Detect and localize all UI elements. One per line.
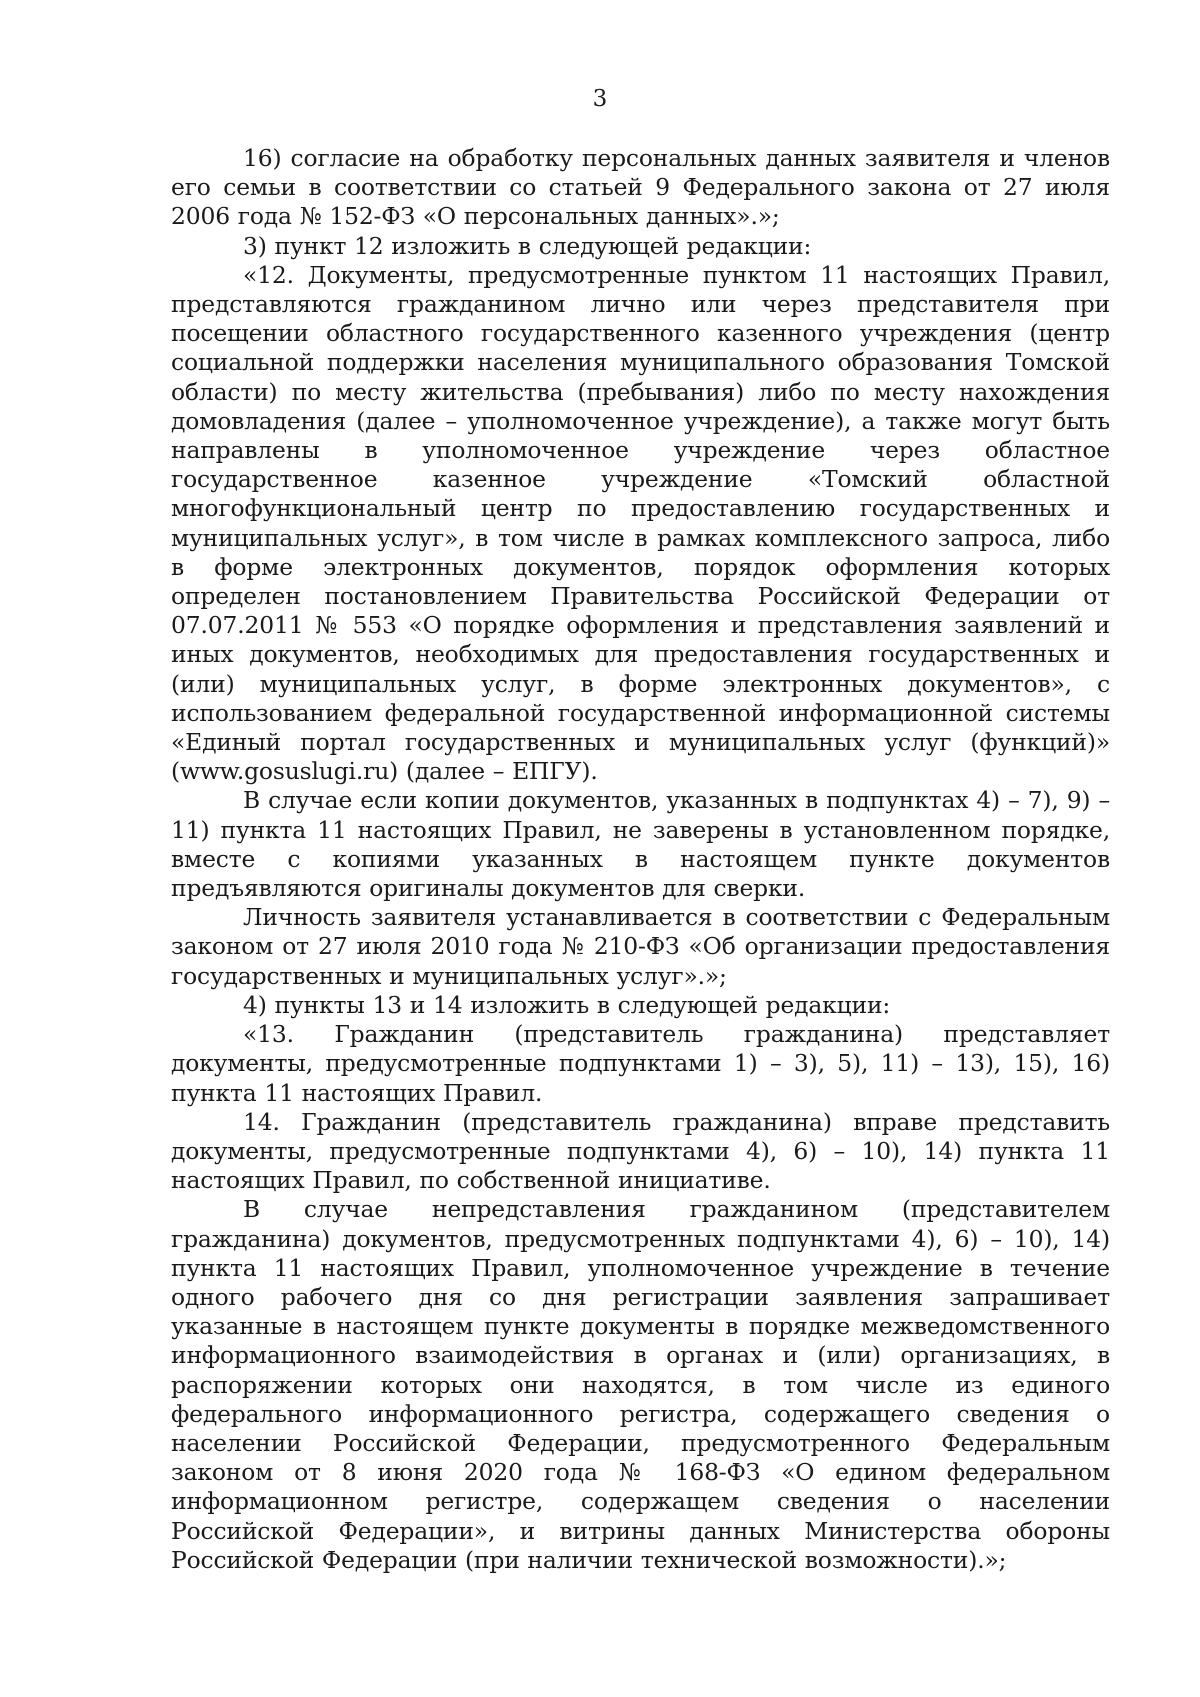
paragraph-non-submission: В случае непредставления гражданином (представителем гражданина) документов, предусмотренных подпунктами 4), 6) – 10), 14) пункта 11 настоящих Правил, уполномоченное учреждение в течение одного рабочего дня со дня регистрации заявления запрашивает указанные в настоящем пункте документы в порядке межведомственного информационного взаимодействия в органах и (или) организациях, в распоряжении которых они находятся, в том числе из единого федерального информационного регистра, содержащего сведения о населении Российской Федерации, предусмотренного Федеральным законом от 8 июня 2020 года № 168-ФЗ «О едином федеральном информационном регистре, содержащем сведения о населении Российской Федерации», и витрины данных Министерства обороны Российской Федерации (при наличии технической возможности).»;: [171, 1195, 1110, 1574]
paragraph-identity: Личность заявителя устанавливается в соответствии с Федеральным законом от 27 июля 2010 года № 210-ФЗ «Об организации предоставления государственных и муниципальных услуг».»;: [171, 903, 1110, 990]
paragraph-point-3-intro: 3) пункт 12 изложить в следующей редакции:: [243, 231, 812, 260]
document-body: [171, 144, 1110, 1575]
paragraph-clause-13: «13. Гражданин (представитель гражданина) представляет документы, предусмотренные подпунктами 1) – 3), 5), 11) – 13), 15), 16) пункта 11 настоящих Правил.: [171, 1020, 1110, 1107]
paragraph-copies-verification: В случае если копии документов, указанных в подпунктах 4) – 7), 9) – 11) пункта 11 настоящих Правил, не заверены в установленном порядке, вместе с копиями указанных в настоящем пункте документов предъявляются оригиналы документов для сверки.: [171, 786, 1110, 903]
paragraph-clause-12: «12. Документы, предусмотренные пунктом 11 настоящих Правил, представляются гражданином лично или через представителя при посещении областного государственного казенного учреждения (центр социальной поддержки населения муниципального образования Томской области) по месту жительства (пребывания) либо по месту нахождения домовладения (далее – уполномоченное учреждение), а также могут быть направлены в уполномоченное учреждение через областное государственное казенное учреждение «Томский областной многофункциональный центр по предоставлению государственных и муниципальных услуг», в том числе в рамках комплексного запроса, либо в форме электронных документов, порядок оформления которых определен постановлением Правительства Российской Федерации от 07.07.2011 № 553 «О порядке оформления и представления заявлений и иных документов, необходимых для предоставления государственных и (или) муниципальных услуг, в форме электронных документов», с использованием федеральной государственной информационной системы «Единый портал государственных и муниципальных услуг (функций)» (www.gosuslugi.ru) (далее – ЕПГУ).: [171, 260, 1110, 786]
paragraph-item-16: 16) согласие на обработку персональных данных заявителя и членов его семьи в соответствии со статьей 9 Федерального закона от 27 июля 2006 года № 152-ФЗ «О персональных данных».»;: [171, 144, 1110, 231]
paragraph-point-4-intro: 4) пункты 13 и 14 изложить в следующей редакции:: [243, 990, 891, 1019]
paragraph-clause-14: 14. Гражданин (представитель гражданина) вправе представить документы, предусмотренные подпунктами 4), 6) – 10), 14) пункта 11 настоящих Правил, по собственной инициативе.: [171, 1107, 1110, 1195]
page-number: 3: [592, 86, 608, 112]
